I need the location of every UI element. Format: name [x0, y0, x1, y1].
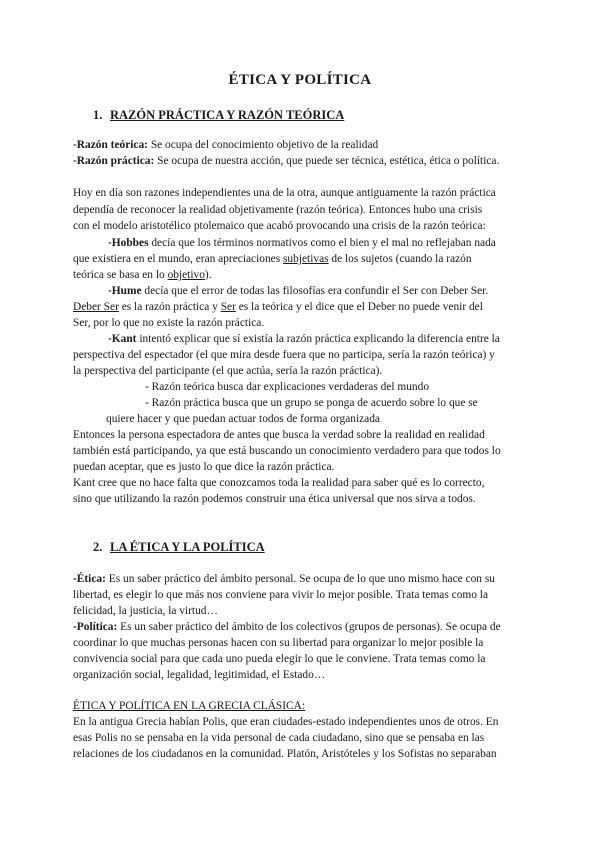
section-2-number: 2.: [93, 540, 103, 554]
paragraph-line: Entonces la persona espectadora de antes que busca la verdad sobre la realidad en realidad: [73, 429, 485, 441]
hobbes-line: que existiera en el mundo, eran apreciaciones subjetivas de los sujetos (cuando la razón: [73, 253, 472, 265]
subheading-grecia: ÉTICA Y POLÍTICA EN LA GRECIA CLÁSICA:: [73, 700, 306, 712]
def-razon-teorica: -Razón teórica: Se ocupa del conocimiento objetivo de la realidad: [73, 139, 379, 151]
bullet-item: - Razón práctica busca que un grupo se ponga de acuerdo sobre lo que se: [145, 397, 478, 409]
section-2-title: LA ÉTICA Y LA POLÍTICA: [110, 540, 265, 554]
kant-line: perspectiva del espectador (el que mira desde fuera que no participa, sería la razón teórica) y: [73, 349, 495, 361]
bullet-item: - Razón teórica busca dar explicaciones verdaderas del mundo: [145, 381, 430, 393]
paragraph-line: relaciones de los ciudadanos en la comunidad. Platón, Aristóteles y los Sofistas no separaban: [73, 748, 497, 760]
paragraph-line: también está participando, ya que está buscando un conocimiento verdadero para que todos lo: [73, 445, 501, 457]
paragraph-line: puedan aceptar, que es justo lo que dice la razón práctica.: [73, 461, 335, 473]
section-1-heading: [93, 108, 344, 123]
def-etica: -Ética: Es un saber práctico del ámbito personal. Se ocupa de lo que uno mismo hace con su: [73, 573, 495, 585]
paragraph-line: coordinar lo que muchas personas hacen con su libertad para organizar lo mejor posible la: [73, 637, 484, 649]
paragraph-line: Kant cree que no hace falta que conozcamos toda la realidad para saber qué es lo correcto,: [73, 477, 485, 489]
hobbes-line: -Hobbes decía que los términos normativos como el bien y el mal no reflejaban nada: [108, 237, 496, 249]
kant-line: -Kant intentó explicar que sí existía la razón práctica explicando la diferencia entre la: [108, 333, 500, 345]
paragraph-line: En la antigua Grecia habían Polis, que eran ciudades-estado independientes unos de otros. En: [73, 716, 499, 728]
section-1-number: 1.: [93, 108, 103, 122]
paragraph-line: con el modelo aristotélico ptolemaico que acabó provocando una crisis de la razón teórica:: [73, 220, 486, 232]
paragraph-line: libertad, es elegir lo que más nos conviene para vivir lo mejor posible. Trata temas como la: [73, 589, 489, 601]
section-2-heading: [93, 540, 265, 555]
def-razon-practica: -Razón práctica: Se ocupa de nuestra acción, que puede ser técnica, estética, ética o política.: [73, 155, 500, 167]
kant-line: la perspectiva del participante (el que actúa, sería la razón práctica).: [73, 365, 383, 377]
hume-line: Ser, por lo que no existe la razón práctica.: [73, 317, 265, 329]
paragraph-line: organización social, legalidad, legitimidad, el Estado…: [73, 669, 326, 681]
bullet-item: quiere hacer y que puedan actuar todos de forma organizada: [106, 413, 380, 425]
paragraph-line: Hoy en día son razones independientes una de la otra, aunque antiguamente la razón práctica: [73, 187, 496, 199]
section-1-title: RAZÓN PRÁCTICA Y RAZÓN TEÓRICA: [110, 108, 345, 122]
def-politica: -Política: Es un saber práctico del ámbito de los colectivos (grupos de personas). Se ocupa de: [73, 621, 501, 633]
paragraph-line: esas Polis no se pensaba en la vida personal de cada ciudadano, sino que se pensaba en las: [73, 732, 485, 744]
paragraph-line: felicidad, la justicia, la virtud…: [73, 605, 218, 617]
hobbes-line: teórica se basa en lo objetivo).: [73, 269, 212, 281]
hume-line: Deber Ser es la razón práctica y Ser es la teórica y el dice que el Deber no puede venir del: [73, 301, 483, 313]
paragraph-line: sino que utilizando la razón podemos construir una ética universal que nos sirva a todos.: [73, 493, 476, 505]
paragraph-line: convivencia social para que cada uno pueda elegir lo que le conviene. Trata temas como la: [73, 653, 486, 665]
page-title: ÉTICA Y POLÍTICA: [228, 72, 372, 88]
hume-line: -Hume decía que el error de todas las filosofías era confundir el Ser con Deber Ser.: [108, 285, 489, 297]
paragraph-line: dependía de reconocer la realidad objetivamente (razón teórica). Entonces hubo una crisis: [73, 204, 483, 216]
